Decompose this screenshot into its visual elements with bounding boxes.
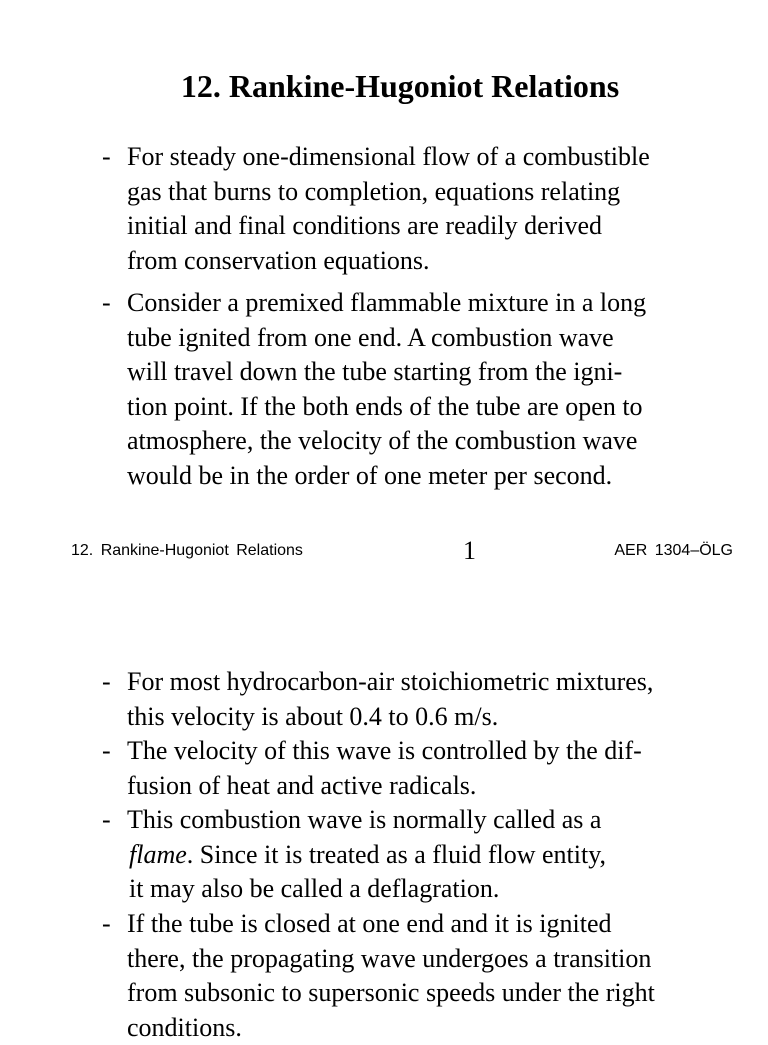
bullet-line: there, the propagating wave undergoes a transition (127, 943, 652, 973)
bullet-line: tube ignited from one end. A combustion wave (127, 322, 614, 352)
bullet-line: atmosphere, the velocity of the combustion wave (127, 426, 638, 456)
bullet-line: it may also be called a deflagration. (129, 874, 500, 904)
bullet-line: from subsonic to supersonic speeds under the right (127, 978, 655, 1008)
slide-title: 12. Rankine-Hugoniot Relations (180, 68, 620, 104)
bullet-line: If the tube is closed at one end and it is ignited (127, 909, 612, 938)
bullet-dash: - (102, 909, 111, 938)
bullet-diffusion (102, 734, 642, 803)
bullet-dash: - (102, 805, 111, 834)
footer-left-title: 12. Rankine-Hugoniot Relations (71, 542, 303, 559)
bullet-flame-deflagration (102, 803, 606, 907)
bullet-line: would be in the order of one meter per second. (127, 460, 613, 490)
bullet-line: fusion of heat and active radicals. (127, 770, 477, 800)
bullet-line: conditions. (127, 1012, 242, 1042)
bullet-line: initial and final conditions are readily derived (127, 211, 603, 241)
bullet-dash: - (102, 736, 111, 765)
slide-footer (0, 536, 768, 565)
page-number: 1 (463, 536, 476, 565)
bullet-dash: - (102, 667, 111, 696)
bullet-line: The velocity of this wave is controlled by the dif- (127, 736, 642, 765)
bullet-line-rest: . Since it is treated as a fluid flow entity, (186, 839, 607, 869)
bullet-dash: - (102, 288, 111, 317)
bullet-line: For most hydrocarbon-air stoichiometric mixtures, (127, 667, 654, 696)
bullet-line: This combustion wave is normally called as a (127, 805, 602, 834)
bullet-line (102, 838, 606, 873)
bullet-hydrocarbon-velocity (102, 665, 653, 734)
bullet-premixed-mixture (102, 286, 646, 494)
bullet-line: this velocity is about 0.4 to 0.6 m/s. (127, 701, 499, 731)
bullet-closed-tube (102, 907, 655, 1045)
footer-course-code: AER 1304–ÖLG (614, 542, 733, 559)
bullet-line: tion point. If the both ends of the tube are open to (127, 391, 643, 421)
bullet-line: gas that burns to completion, equations relating (127, 176, 621, 206)
bullet-line: Consider a premixed flammable mixture in a long (127, 288, 647, 317)
bullet-steady-flow (102, 140, 650, 278)
bullet-dash: - (102, 142, 111, 171)
flame-term: flame (129, 839, 187, 869)
bullet-line: from conservation equations. (127, 245, 430, 275)
bullet-line: will travel down the tube starting from the igni- (127, 357, 623, 387)
bullet-line: For steady one-dimensional flow of a combustible (127, 142, 650, 171)
